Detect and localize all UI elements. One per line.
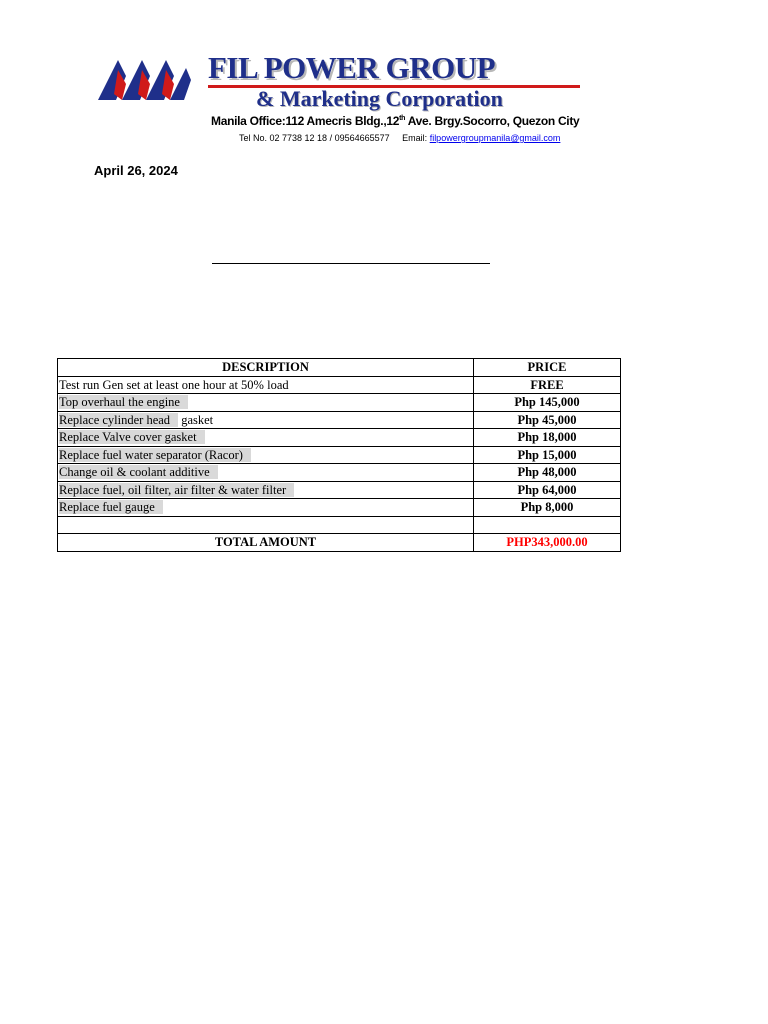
- item-price: Php 64,000: [474, 481, 621, 499]
- item-description-text: Replace cylinder head: [59, 413, 178, 427]
- item-description: [58, 446, 474, 464]
- company-logo: [96, 54, 192, 104]
- company-subtitle: & Marketing Corporation: [256, 86, 503, 111]
- item-description: [58, 394, 474, 412]
- price-header: PRICE: [474, 359, 621, 377]
- item-description-text: Replace fuel, oil filter, air filter & water filter: [59, 483, 294, 497]
- table-header-row: [58, 359, 621, 377]
- item-price: Php 48,000: [474, 464, 621, 482]
- item-description: [58, 429, 474, 447]
- email-link[interactable]: filpowergroupmanila@gmail.com: [429, 133, 561, 143]
- item-price: Php 45,000: [474, 411, 621, 429]
- item-price: FREE: [474, 376, 621, 394]
- contact-line: [239, 133, 560, 143]
- company-name: FIL POWER GROUP: [208, 50, 496, 85]
- letter-date: April 26, 2024: [94, 163, 178, 178]
- table-row: [58, 429, 621, 447]
- table-row: [58, 464, 621, 482]
- description-header: DESCRIPTION: [58, 359, 474, 377]
- address-part: Ave. Brgy.Socorro, Quezon City: [405, 114, 580, 128]
- office-address: [211, 114, 579, 128]
- table-row: [58, 499, 621, 517]
- recipient-line: [212, 263, 490, 264]
- item-description-text: Replace fuel water separator (Racor): [59, 448, 251, 462]
- email-label: Email:: [402, 133, 428, 143]
- item-price: Php 8,000: [474, 499, 621, 517]
- total-label: TOTAL AMOUNT: [58, 534, 474, 552]
- item-price: Php 18,000: [474, 429, 621, 447]
- blank-cell: [474, 516, 621, 534]
- table-row: [58, 481, 621, 499]
- item-description: [58, 464, 474, 482]
- table-row: [58, 411, 621, 429]
- item-description-text: Top overhaul the engine: [59, 395, 188, 409]
- item-price: Php 145,000: [474, 394, 621, 412]
- table-row: [58, 446, 621, 464]
- item-price: Php 15,000: [474, 446, 621, 464]
- item-description: [58, 411, 474, 429]
- address-ordinal: th: [399, 115, 406, 122]
- table-row: [58, 394, 621, 412]
- total-value: PHP343,000.00: [474, 534, 621, 552]
- blank-cell: [58, 516, 474, 534]
- table-row: [58, 376, 621, 394]
- item-description: [58, 376, 474, 394]
- item-description-text: Test run Gen set at least one hour at 50% load: [59, 377, 289, 392]
- item-description: [58, 499, 474, 517]
- quotation-table: [57, 358, 621, 552]
- item-description-text: Replace fuel gauge: [59, 500, 163, 514]
- item-description-text: Change oil & coolant additive: [59, 465, 218, 479]
- item-description: [58, 481, 474, 499]
- item-description-tail: gasket: [178, 412, 214, 427]
- blank-row: [58, 516, 621, 534]
- telephone-numbers: Tel No. 02 7738 12 18 / 09564665577: [239, 133, 390, 143]
- item-description-text: Replace Valve cover gasket: [59, 430, 205, 444]
- address-part: Manila Office:112 Amecris Bldg.,12: [211, 114, 400, 128]
- total-row: [58, 534, 621, 552]
